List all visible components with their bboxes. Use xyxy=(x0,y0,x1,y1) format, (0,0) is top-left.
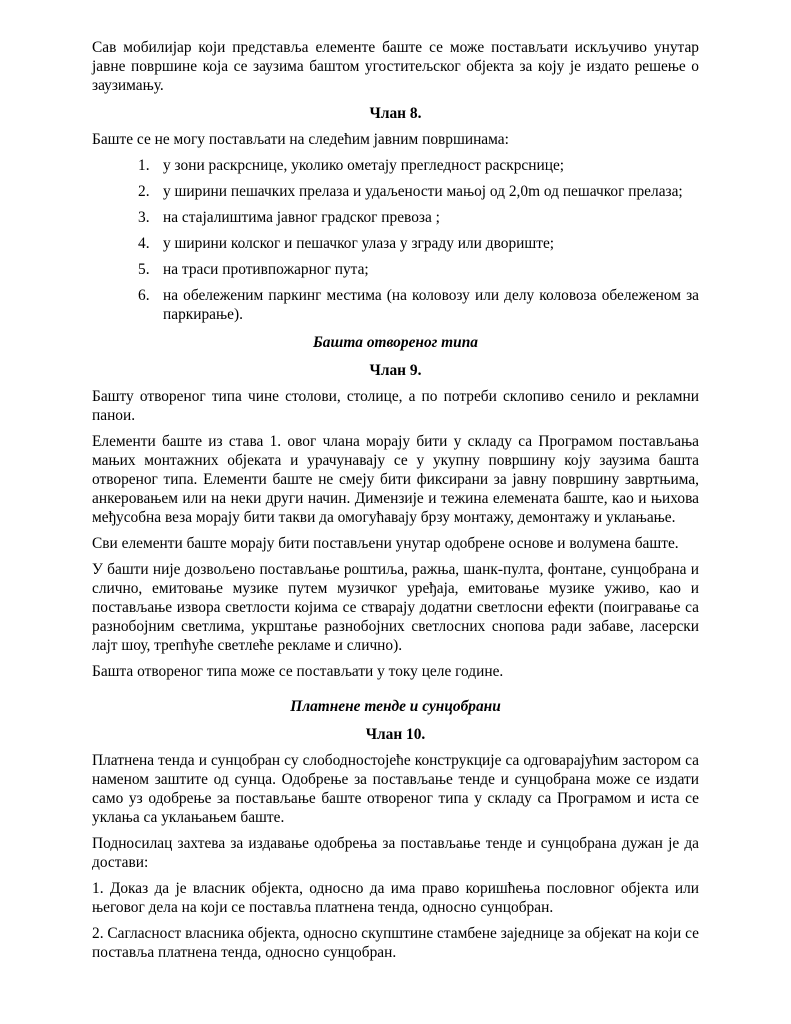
list-item xyxy=(92,286,699,324)
list-item-text: у ширини колског и пешачког улаза у зграду или двориште; xyxy=(163,235,555,252)
intro-paragraph: Сав мобилијар који представља елементе баште се може постављати искључиво унутар јавне површине која се заузима баштом угоститељског објекта за коју је издато решење о заузимању. xyxy=(92,39,699,94)
article-9-paragraph-1: Башту отвореног типа чине столови, столице, а по потреби склопиво сенило и рекламни панои. xyxy=(92,388,699,424)
article-9-paragraph-4: У башти није дозвољено постављање роштиља, ражња, шанк-пулта, фонтане, сунцобрана и слично, емитовање музике путем музичког уређаја, емитовање музике уживо, као и постављање извора светлости којима се стварају додатни светлосни ефекти (поигравање са разнобојним светлима, укрштање разнобојних светлосних снопова ради забаве, ласерски лајт шоу, трепћуће светлеће рекламе и слично). xyxy=(92,561,699,654)
list-item xyxy=(92,208,699,227)
list-item-number: 4. xyxy=(138,235,150,252)
article-10-paragraph-4: 2. Сагласност власника објекта, односно скупштине стамбене заједнице за објекат на који се поставља платнена тенда, односно сунцобран. xyxy=(92,925,699,961)
article-9-paragraph-2: Елементи баште из става 1. овог члана морају бити у складу са Програмом постављања мањих монтажних објеката и урачунавају се у укупну површину коју заузима башта отвореног типа. Елементи баште не смеју бити фиксирани за јавну површину завртњима, анкеровањем или на неки други начин. Димензије и тежина елемената баште, као и њихова међусобна веза морају бити такви да омогућавају брзу монтажу, демонтажу и уклањање. xyxy=(92,433,699,526)
list-item xyxy=(92,182,699,201)
list-item xyxy=(92,156,699,175)
article-10-title: Члан 10. xyxy=(365,726,426,743)
article-9-title: Члан 9. xyxy=(369,362,422,379)
list-item-number: 5. xyxy=(138,261,150,278)
list-item xyxy=(92,234,699,253)
list-item-number: 6. xyxy=(138,287,150,304)
list-item-number: 1. xyxy=(138,157,150,174)
article-8-lead: Баште се не могу постављати на следећим јавним површинама: xyxy=(92,131,509,148)
article-10-paragraph-1: Платнена тенда и сунцобран су слободностојеће конструкције са одговарајућим застором са наменом заштите од сунца. Одобрење за постављање тенде и сунцобрана може се издати само уз одобрење за постављање баште отвореног типа у складу са Програмом и иста се уклања са уклањањем баште. xyxy=(92,752,699,826)
list-item-text: на обележеним паркинг местима (на коловозу или делу коловоза обележеном за паркирање). xyxy=(163,287,699,323)
list-item-text: на стајалиштима јавног градског превоза ; xyxy=(163,209,440,226)
article-9-paragraph-5: Башта отвореног типа може се постављати у току целе године. xyxy=(92,663,504,680)
article-8-title: Члан 8. xyxy=(369,105,422,122)
list-item-text: у зони раскрснице, уколико ометају прегледност раскрснице; xyxy=(163,157,565,174)
list-item-number: 3. xyxy=(138,209,150,226)
article-8-list xyxy=(92,156,699,324)
list-item-number: 2. xyxy=(138,183,150,200)
article-9-paragraph-3: Сви елементи баште морају бити постављени унутар одобрене основе и волумена баште. xyxy=(92,535,679,552)
section-open-garden-title: Башта отвореног типа xyxy=(313,334,478,351)
article-10-paragraph-2: Подносилац захтева за издавање одобрења за постављање тенде и сунцобрана дужан је да достави: xyxy=(92,835,699,871)
section-awnings-title: Платнене тенде и сунцобрани xyxy=(290,698,501,715)
list-item xyxy=(92,260,699,279)
document-page xyxy=(92,38,699,969)
list-item-text: на траси противпожарног пута; xyxy=(163,261,369,278)
article-10-paragraph-3: 1. Доказ да је власник објекта, односно да има право коришћења пословног објекта или његовог дела на који се поставља платнена тенда, односно сунцобран. xyxy=(92,880,699,916)
list-item-text: у ширини пешачких прелаза и удаљености мањој од 2,0m од пешачког прелаза; xyxy=(163,183,683,200)
